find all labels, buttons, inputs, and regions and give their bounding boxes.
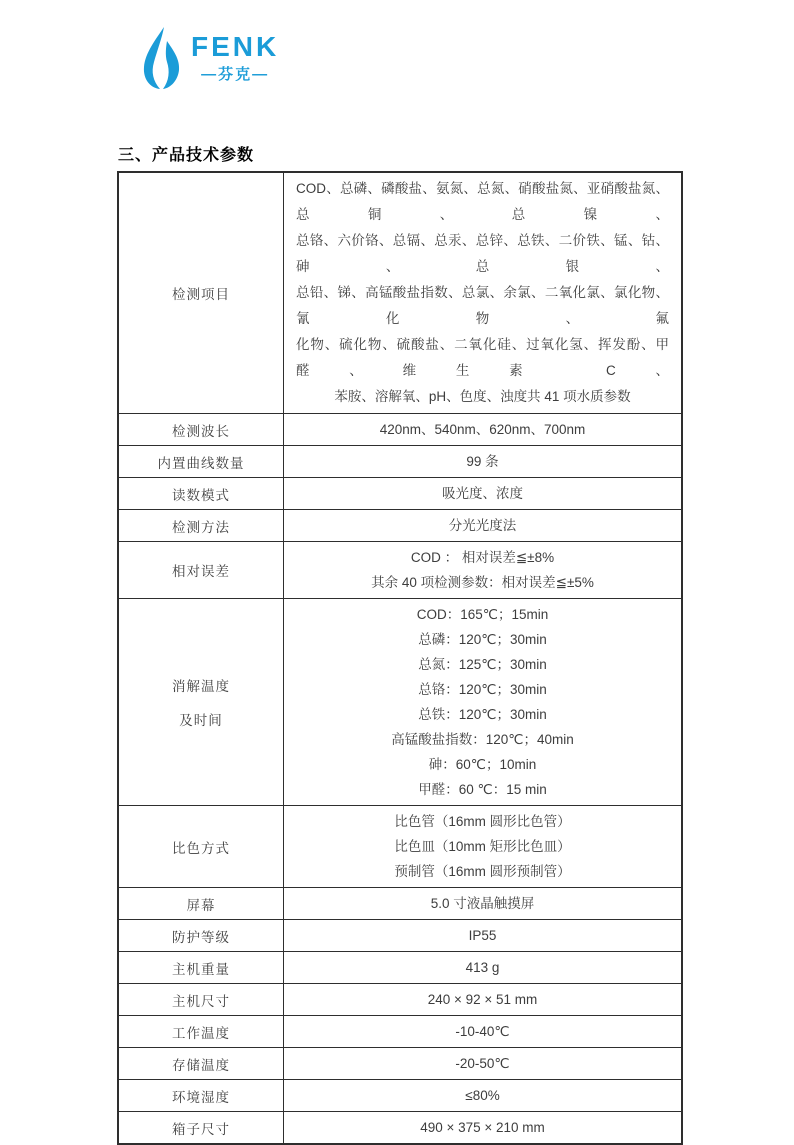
row-label: 相对误差 [119,542,284,598]
row-value: 比色管（16mm 圆形比色管） 比色皿（10mm 矩形比色皿） 预制管（16mm 圆形预制管） [394,814,571,879]
row-value: ≤80% [465,1088,500,1103]
row-label: 主机重量 [119,952,284,983]
table-row-builtin-curves [119,446,681,478]
table-row-host-dimensions [119,984,681,1016]
row-value: 420nm、540nm、620nm、700nm [379,422,586,437]
section-heading: 三、产品技术参数 [118,147,255,164]
table-row-detection-method [119,510,681,542]
table-row-wavelengths [119,414,681,446]
brand-logo [140,26,279,90]
row-label: 环境湿度 [119,1080,284,1111]
table-row-reading-mode [119,478,681,510]
row-label: 检测项目 [119,173,284,413]
row-value: 分光光度法 [448,518,517,533]
row-value: 吸光度、浓度 [442,486,523,501]
table-row-relative-error [119,542,681,599]
row-label: 箱子尺寸 [119,1112,284,1143]
row-label: 检测波长 [119,414,284,445]
table-row-ambient-humidity [119,1080,681,1112]
row-value: 240 × 92 × 51 mm [427,992,538,1007]
row-value: 413 g [465,960,500,975]
row-label: 比色方式 [119,806,284,887]
brand-name: FENK [191,30,280,62]
row-label: 内置曲线数量 [119,446,284,477]
row-label: 主机尺寸 [119,984,284,1015]
row-label: 工作温度 [119,1016,284,1047]
row-label: 防护等级 [119,920,284,951]
row-value: IP55 [468,928,497,943]
row-value: 5.0 寸液晶触摸屏 [430,896,535,911]
row-label: 读数模式 [119,478,284,509]
row-label: 屏幕 [119,888,284,919]
table-row-colorimetric-mode [119,806,681,888]
table-row-detection-items [119,173,681,414]
row-value: 490 × 375 × 210 mm [420,1120,545,1135]
row-label: 存储温度 [119,1048,284,1079]
row-label: 消解温度 及时间 [119,599,284,805]
row-value: -20-50℃ [455,1056,510,1071]
row-value: 99 条 [466,454,499,469]
spec-table [117,171,683,1145]
brand-name-chinese: —芬克— [201,66,270,84]
row-label: 检测方法 [119,510,284,541]
table-row-host-weight [119,952,681,984]
table-row-storage-temperature [119,1048,681,1080]
row-value: COD ： 相对误差≦±8% 其余 40 项检测参数：相对误差≦±5% [371,550,594,590]
table-row-screen [119,888,681,920]
row-value: COD：165℃；15min 总磷：120℃；30min 总氮：125℃；30min 总铬：120℃；30min 总铁：120℃；30min 高锰酸盐指数：120℃；40min 砷：60℃；10min 甲醛：60 ℃：15 min [391,607,574,797]
row-value: -10-40℃ [455,1024,510,1039]
table-row-protection-rating [119,920,681,952]
row-value: COD、总磷、磷酸盐、氨氮、总氮、硝酸盐氮、亚硝酸盐氮、总铜、总镍、 总铬、六价铬、总镉、总汞、总锌、总铁、二价铁、锰、钴、砷、总银、 总铅、锑、高锰酸盐指数、总氯、余氯、二氧化氯、氯化物、氰化物、氟 化物、硫化物、硫酸盐、二氧化硅、过氧化氢、挥发酚、甲醛、维生素 C、 苯胺、溶解氧、pH、色度、浊度共 41 项水质参数 [296,181,669,404]
table-row-working-temperature [119,1016,681,1048]
water-drop-icon [140,26,184,90]
table-row-digestion-temp-time [119,599,681,806]
table-row-case-dimensions [119,1112,681,1143]
